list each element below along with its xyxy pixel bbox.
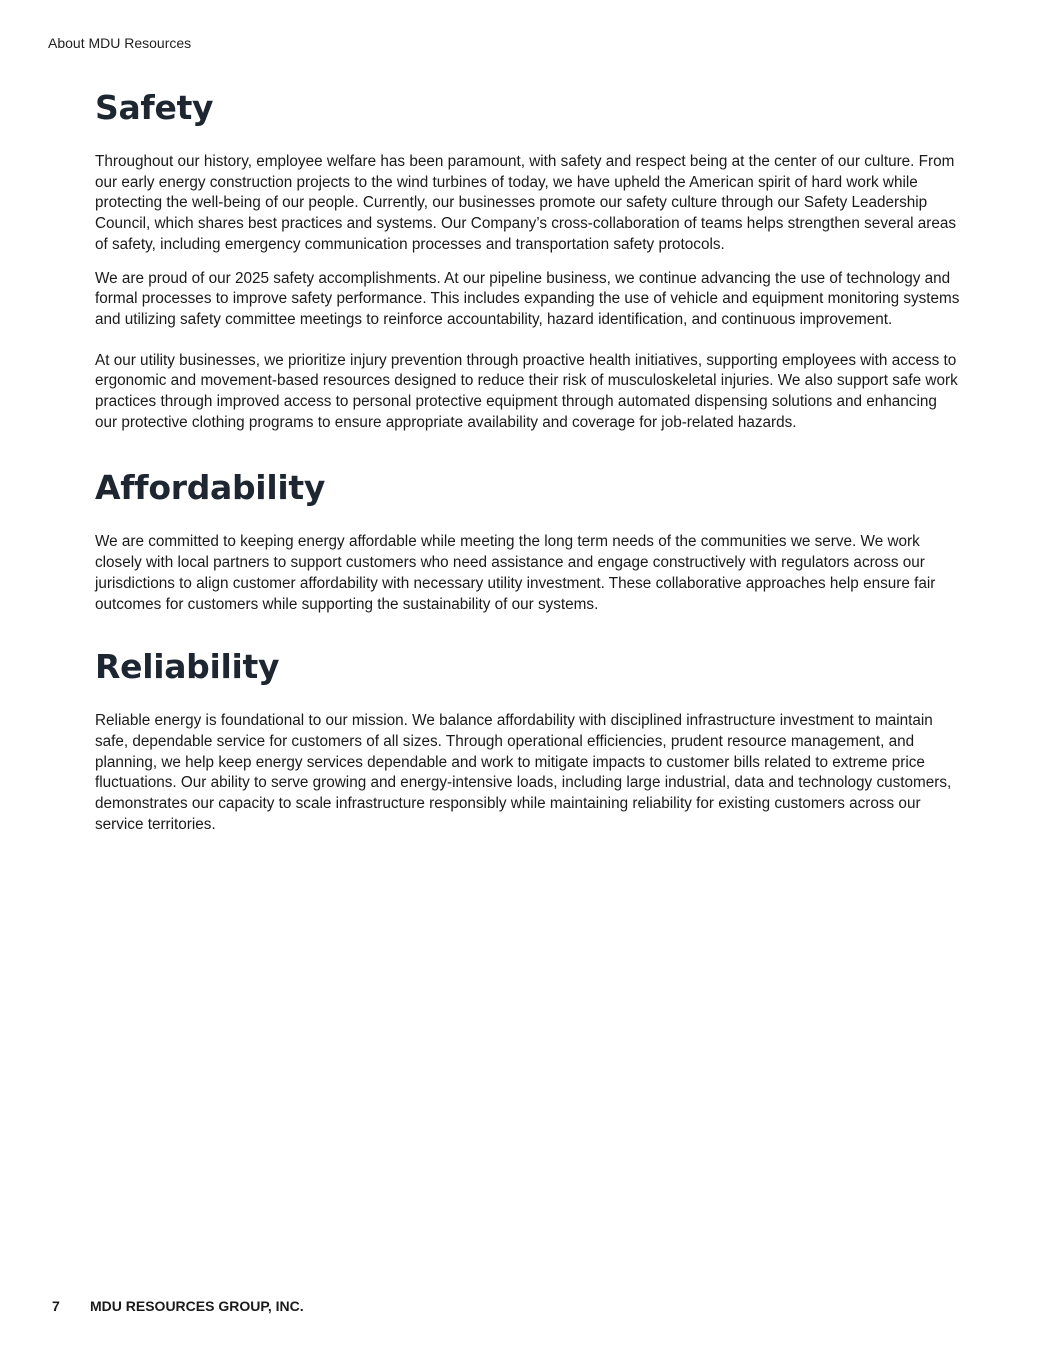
paragraph: We are committed to keeping energy affordable while meeting the long term needs of the communities we serve. We work closely with local partners to support customers who need assistance and engage constructively with regulators across our jurisdictions to align customer affordability with necessary utility investment. These collaborative approaches help ensure fair outcomes for customers while supporting the sustainability of our systems. <box>95 533 936 613</box>
footer-company-name: MDU RESOURCES GROUP, INC. <box>90 1298 304 1314</box>
paragraph: At our utility businesses, we prioritize injury prevention through proactive health initiatives, supporting employees with access to ergonomic and movement-based resources designed to reduce their risk of musculoskeletal injuries. We also support safe work practices through improved access to personal protective equipment through automated dispensing solutions and enhancing our protective clothing programs to ensure appropriate availability and coverage for job-related hazards. <box>95 351 958 431</box>
page-footer <box>52 1298 304 1314</box>
paragraph: Reliable energy is foundational to our mission. We balance affordability with disciplined infrastructure investment to maintain safe, dependable service for customers of all sizes. Through operational efficiencies, prudent resource management, and planning, we help keep energy services dependable and work to mitigate impacts to customer bills related to extreme price fluctuations. Our ability to serve growing and energy-intensive loads, including large industrial, data and technology customers, demonstrates our capacity to scale infrastructure responsibly while maintaining reliability for existing customers across our service territories. <box>95 712 952 833</box>
section-reliability <box>95 645 963 835</box>
section-title-reliability: Reliability <box>95 647 280 687</box>
running-header: About MDU Resources <box>48 35 192 51</box>
page-number: 7 <box>52 1298 60 1314</box>
page-content <box>95 86 963 848</box>
paragraph: We are proud of our 2025 safety accomplishments. At our pipeline business, we continue advancing the use of technology and formal processes to improve safety performance. This includes expanding the use of vehicle and equipment monitoring systems and utilizing safety committee meetings to reinforce accountability, hazard identification, and continuous improvement. <box>95 269 960 328</box>
paragraph: Throughout our history, employee welfare has been paramount, with safety and respect being at the center of our culture. From our early energy construction projects to the wind turbines of today, we have upheld the American spirit of hard work while protecting the well-being of our people. Currently, our businesses promote our safety culture through our Safety Leadership Council, which shares best practices and systems. Our Company’s cross-collaboration of teams helps strengthen several areas of safety, including emergency communication processes and transportation safety protocols. <box>95 153 956 253</box>
section-affordability <box>95 466 963 615</box>
section-title-safety: Safety <box>95 88 214 127</box>
section-title-affordability: Affordability <box>95 468 326 508</box>
section-safety <box>95 86 963 433</box>
